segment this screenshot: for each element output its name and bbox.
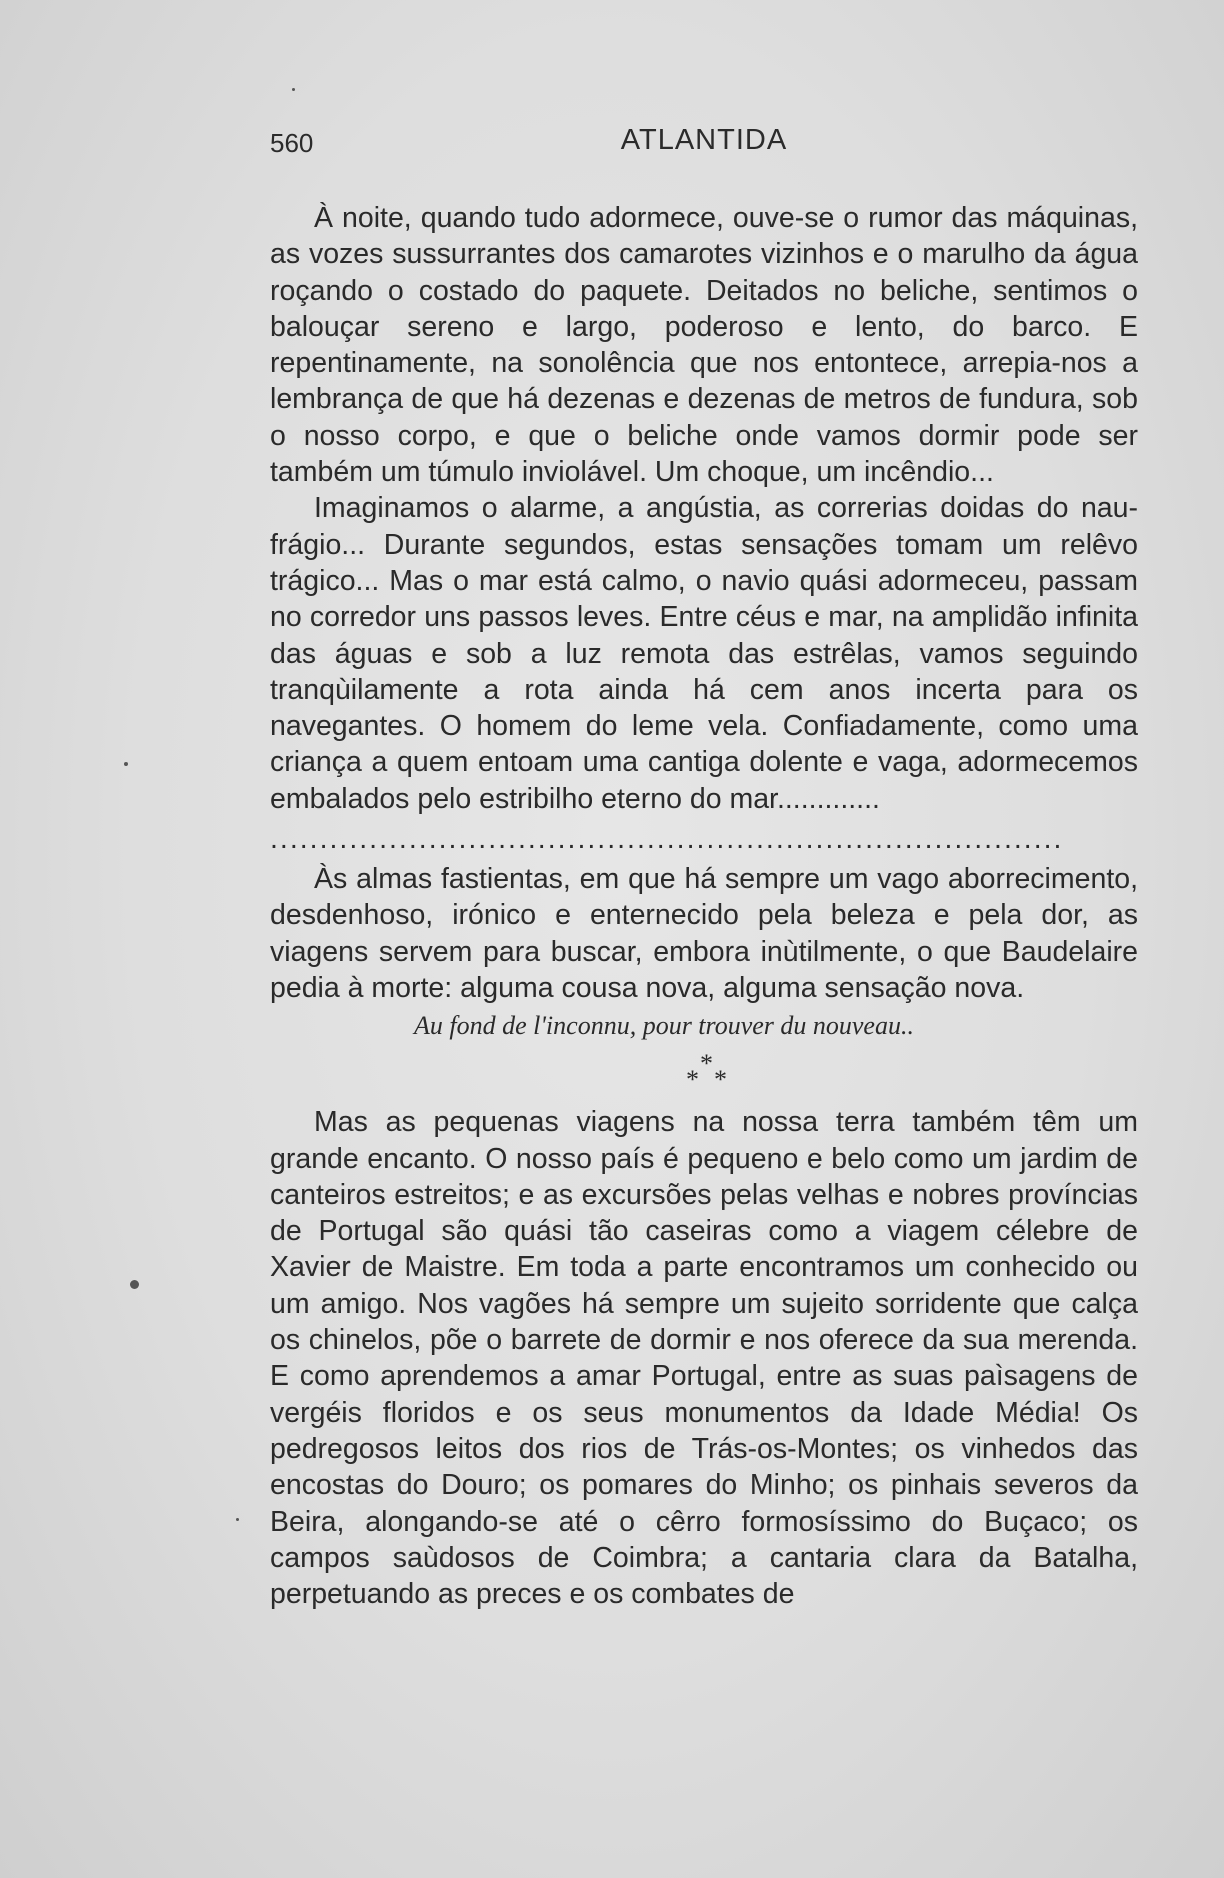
page-header xyxy=(270,124,1138,164)
paper-speck xyxy=(292,88,295,91)
asterism-star: * xyxy=(686,1065,699,1095)
body-text xyxy=(270,200,1138,1612)
dotted-separator: ................................................................................ xyxy=(270,823,1064,856)
paragraph-small-journeys: Mas as pequenas viagens na nossa terra também têm um grande encanto. O nosso país é pequeno e belo como um jardim de canteiros estreitos; e as excursões pelas velhas e nobres províncias de Portugal são quási tão caseiras como a viagem célebre de Xavier de Maistre. Em toda a parte encontramos um conhecido ou um amigo. Nos vagões há sempre um sujeito sorridente que calça os chinelos, põe o barrete de dormir e nos oferece da sua merenda. E como aprendemos a amar Portugal, entre as suas paìsagens de vergéis floridos e os seus monumentos da Idade Média! Os pedregosos leitos dos rios de Trás-os-Montes; os vinhedos das encostas do Douro; os pomares do Minho; os pinhais severos da Beira, alongando-se até o cêrro formosíssimo do Buçaco; os campos saùdosos de Coimbra; a cantaria clara da Batalha, perpetuando as preces e os combates de xyxy=(270,1106,1138,1611)
paragraph-weary-souls: Às almas fastientas, em que há sempre um vago aborrecimento, desdenhoso, irónico e enternecido pela beleza e pela dor, as viagens servem para buscar, embora inùtilmente, o que Baudelaire pedia à morte: alguma cousa nova, alguma sensação nova. xyxy=(270,863,1138,1004)
asterism-separator xyxy=(270,1046,1138,1104)
paragraph-shipwreck-imagining: Imaginamos o alarme, a angústia, as correrias doidas do naufrágio... Durante segundos, estas sensações tomam um relêvo trágico... Mas o mar está calmo, o navio quási adormeceu, passam no corredor uns passos leves. Entre céus e mar, na amplidão infinita das águas e sob a luz remota das estrêlas, vamos seguindo tranqùilamente a rota ainda há cem anos incerta para os navegantes. O homem do leme vela. Confiadamente, como uma criança a quem entoam uma cantiga dolente e vaga, adormecemos embalados pelo estribilho eterno do mar............. xyxy=(270,492,1138,815)
paper-speck xyxy=(124,762,128,766)
running-title: ATLANTIDA xyxy=(620,124,788,156)
paragraph-night-at-sea: À noite, quando tudo adormece, ouve-se o rumor das máquinas, as vozes sussurrantes dos camarotes vizinhos e o marulho da água roçando o costado do paquete. Deitados no beliche, sentimos o balouçar sereno e largo, poderoso e lento, do barco. E repentinamente, na sonolência que nos entontece, arrepia-nos a lembrança de que há dezenas e dezenas de metros de fundura, sob o nosso corpo, e que o beliche onde vamos dormir pode ser também um túmulo inviolável. Um choque, um incêndio... xyxy=(270,202,1138,489)
paper-speck xyxy=(130,1280,139,1289)
asterism-star: * xyxy=(714,1065,727,1095)
asterism-star: * xyxy=(700,1049,713,1079)
baudelaire-quote: Au fond de l'inconnu, pour trouver du nouveau.. xyxy=(414,1011,914,1041)
paper-speck xyxy=(236,1518,239,1521)
page-number: 560 xyxy=(270,128,314,158)
